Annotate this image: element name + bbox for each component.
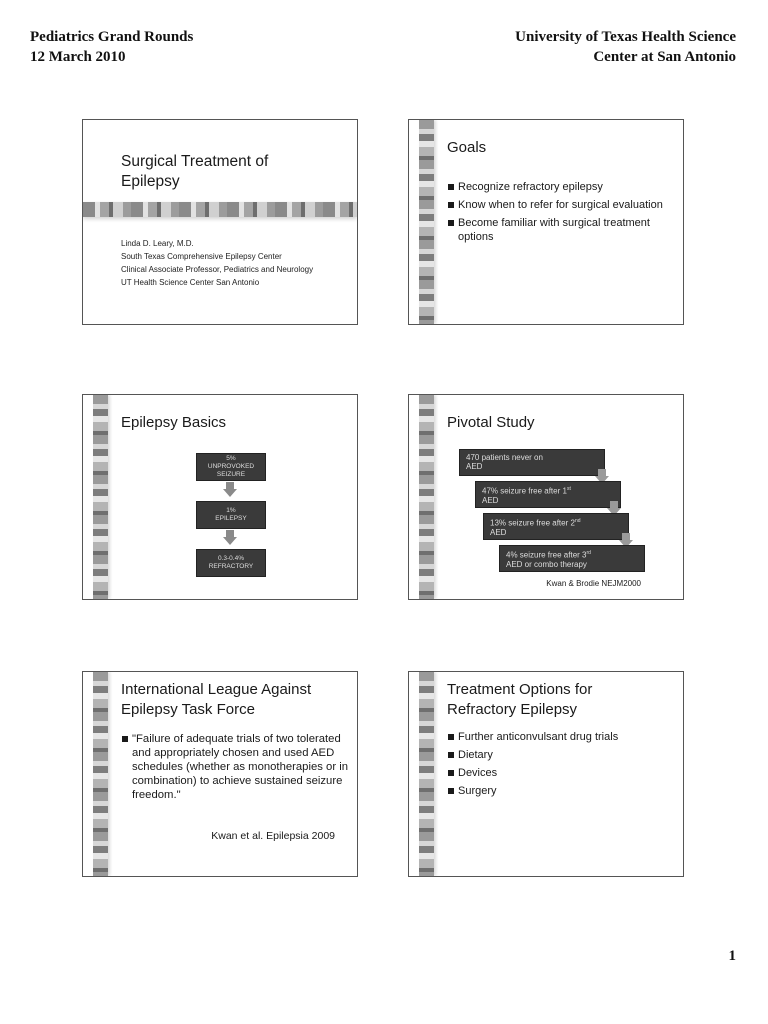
- decorative-strip: [419, 395, 434, 599]
- study-step-box: [475, 481, 621, 508]
- slide-title-line1: Surgical Treatment of: [121, 153, 269, 170]
- slide-heading: [447, 680, 592, 720]
- down-arrow-icon: [223, 482, 237, 497]
- goals-list: [447, 180, 673, 248]
- citation: Kwan et al. Epilepsia 2009: [211, 830, 335, 842]
- slide-heading: Pivotal Study: [447, 414, 535, 431]
- page-header-right: [515, 27, 736, 67]
- study-step-text: 13% seizure free after 2: [490, 518, 575, 528]
- flow-box-text: SEIZURE: [216, 471, 246, 478]
- study-step-box: [483, 513, 629, 540]
- author-block: [121, 238, 341, 290]
- slide-title-line2: Epilepsy: [121, 173, 180, 190]
- header-course-title: Pediatrics Grand Rounds: [30, 29, 194, 45]
- study-step-box: [499, 545, 645, 572]
- study-step-text: AED or combo therapy: [506, 559, 587, 569]
- list-item: Further anticonvulsant drug trials: [447, 730, 673, 744]
- flow-box-text: 0.3-0.4%: [217, 555, 245, 562]
- decorative-strip: [419, 672, 434, 876]
- slide-pivotal-study: [408, 394, 684, 600]
- slide-heading-line1: International League Against: [121, 681, 312, 698]
- citation: Kwan & Brodie NEJM2000: [546, 579, 641, 588]
- slide-heading: Epilepsy Basics: [121, 414, 227, 431]
- decorative-strip: [83, 202, 357, 217]
- flow-box-unprovoked-seizure: [196, 453, 266, 481]
- down-arrow-icon: [223, 530, 237, 545]
- author-affiliation: South Texas Comprehensive Epilepsy Center: [121, 252, 282, 261]
- header-institution-line1: University of Texas Health Science: [515, 29, 736, 45]
- list-item: Recognize refractory epilepsy: [447, 180, 673, 194]
- flow-box-text: REFRACTORY: [208, 563, 254, 570]
- list-item: Devices: [447, 766, 673, 780]
- ordinal-superscript: st: [566, 486, 571, 492]
- decorative-strip: [419, 120, 434, 324]
- slide-goals: [408, 119, 684, 325]
- study-step-box: [459, 449, 605, 476]
- slide-title: [82, 119, 358, 325]
- flow-box-text: UNPROVOKED: [207, 463, 255, 470]
- flow-box-text: 1%: [226, 507, 236, 514]
- slide-ilae-task-force: [82, 671, 358, 877]
- decorative-strip: [93, 395, 108, 599]
- study-step-text: AED: [466, 462, 483, 471]
- page-number: 1: [728, 948, 736, 964]
- list-item: "Failure of adequate trials of two tolerated and appropriately chosen and used AED schedules (whether as monotherapies or in combination) to achieve sustained seizure freedom.": [121, 732, 351, 802]
- study-step-text: AED: [490, 527, 507, 537]
- list-item: Surgery: [447, 784, 673, 798]
- ordinal-superscript: nd: [574, 518, 581, 524]
- header-date: 12 March 2010: [30, 49, 126, 65]
- study-step-text: 470 patients never on: [466, 453, 543, 462]
- treatment-list: [447, 730, 673, 802]
- slide-treatment-options: [408, 671, 684, 877]
- flow-box-text: EPILEPSY: [215, 515, 247, 522]
- author-position: Clinical Associate Professor, Pediatrics and Neurology: [121, 265, 314, 274]
- flow-box-refractory: [196, 549, 266, 577]
- list-item: Dietary: [447, 748, 673, 762]
- slide-heading: [121, 680, 311, 720]
- author-name: Linda D. Leary, M.D.: [121, 239, 194, 248]
- study-step-text: AED: [482, 495, 499, 505]
- author-institution: UT Health Science Center San Antonio: [121, 278, 260, 287]
- flow-box-text: 5%: [226, 455, 236, 462]
- study-step-text: 47% seizure free after 1: [482, 486, 567, 496]
- definition-list: [121, 732, 351, 806]
- slide-heading: Goals: [447, 139, 487, 156]
- slide-heading-line1: Treatment Options for: [447, 681, 593, 698]
- list-item: Become familiar with surgical treatment options: [447, 216, 673, 244]
- slide-heading-line2: Refractory Epilepsy: [447, 701, 578, 718]
- flow-box-epilepsy: [196, 501, 266, 529]
- slide-epilepsy-basics: [82, 394, 358, 600]
- decorative-strip: [93, 672, 108, 876]
- study-step-text: 4% seizure free after 3: [506, 550, 587, 560]
- slide-heading-line2: Epilepsy Task Force: [121, 701, 255, 718]
- list-item: Know when to refer for surgical evaluation: [447, 198, 673, 212]
- slide-title-heading: [121, 152, 268, 192]
- header-institution-line2: Center at San Antonio: [593, 49, 736, 65]
- page-header-left: [30, 27, 193, 67]
- ordinal-superscript: rd: [586, 550, 591, 556]
